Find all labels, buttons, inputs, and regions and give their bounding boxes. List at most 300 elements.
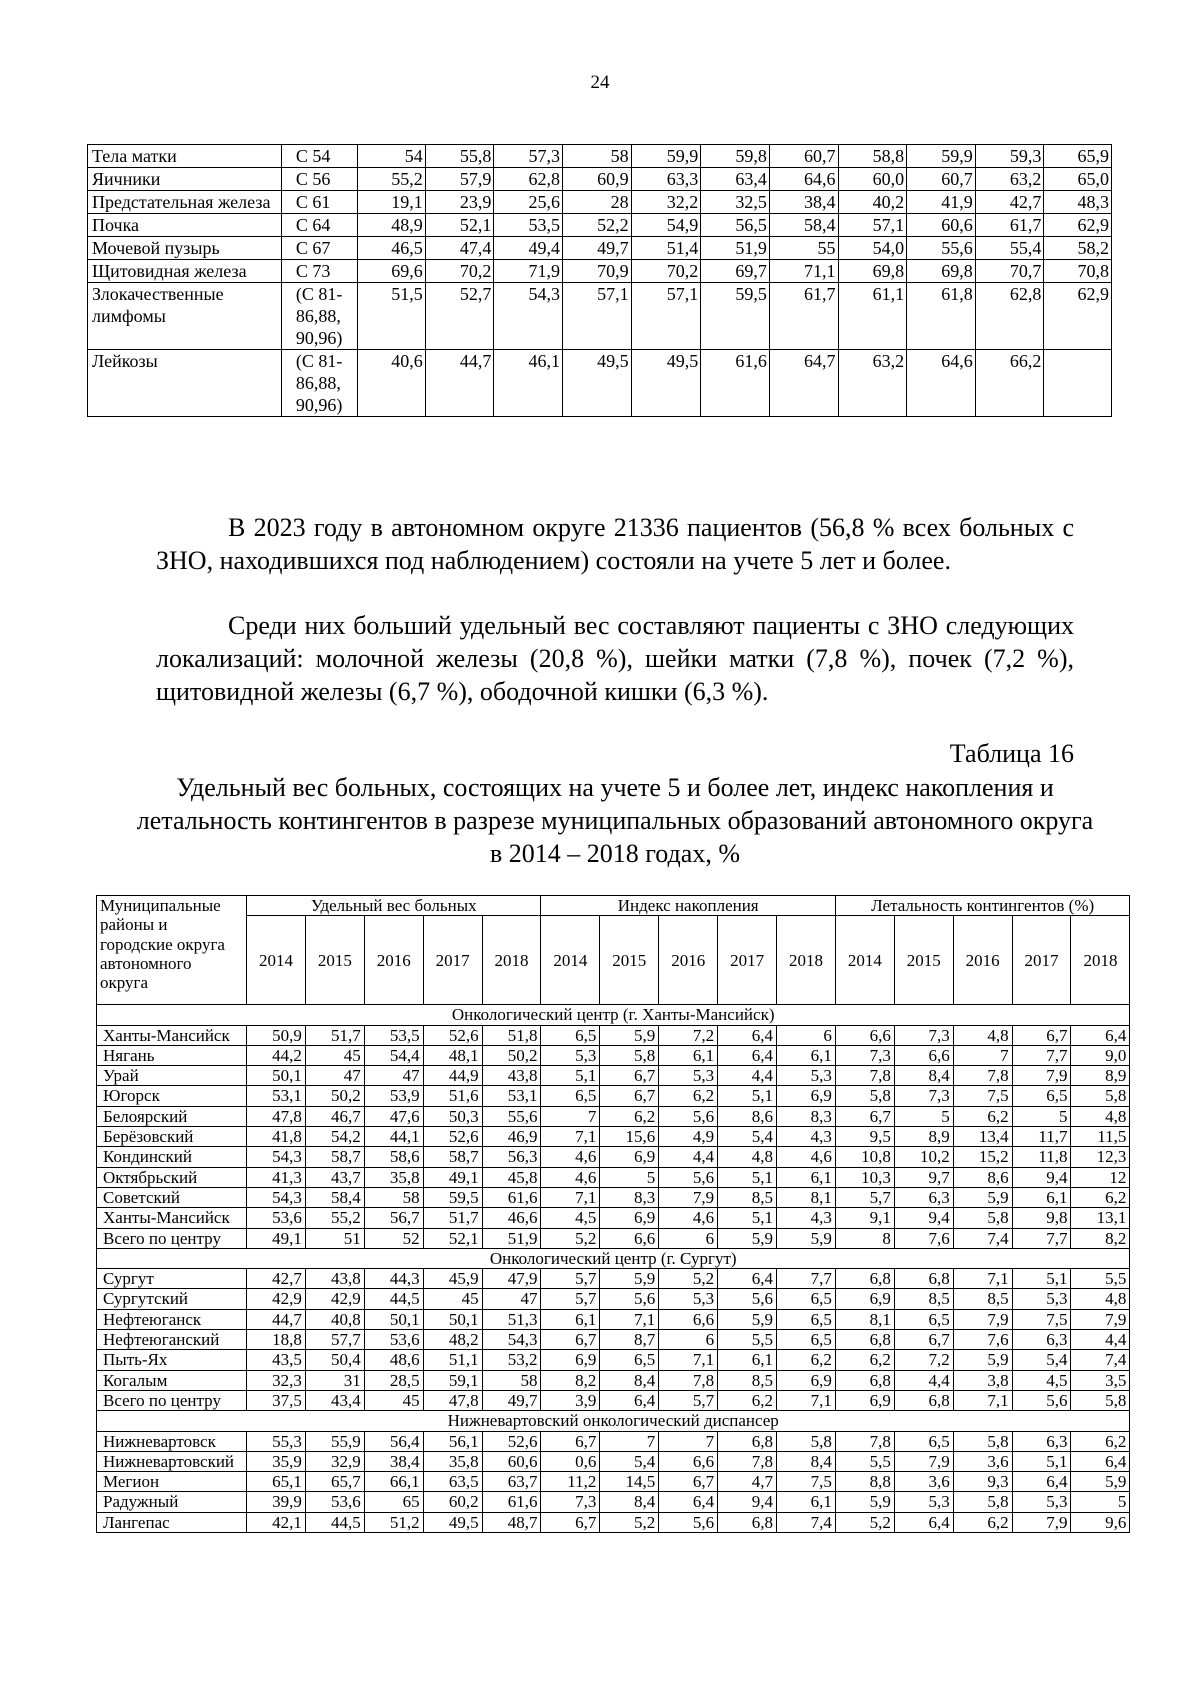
table-cell: 7,7: [1012, 1228, 1071, 1248]
municipality-name: Советский: [97, 1187, 247, 1207]
table-cell: 58,6: [364, 1147, 423, 1167]
icd-code: (С 81-86,88, 90,96): [281, 283, 357, 350]
table-cell: 6,6: [659, 1309, 718, 1329]
table-cell: 8,9: [894, 1127, 953, 1147]
table-cell: [1044, 350, 1112, 417]
year-header: 2018: [777, 916, 836, 1005]
table-cell: 32,9: [305, 1451, 364, 1471]
table-cell: 5,6: [659, 1167, 718, 1187]
table-cell: 23,9: [425, 191, 494, 214]
table-cell: 42,9: [305, 1289, 364, 1309]
icd-code: С 64: [281, 214, 357, 237]
table-cell: 50,3: [423, 1106, 482, 1126]
table-cell: 56,3: [482, 1147, 541, 1167]
table-cell: 6,9: [600, 1208, 659, 1228]
table-cell: 11,7: [1012, 1127, 1071, 1147]
table-cell: 6,3: [1012, 1431, 1071, 1451]
table-cell: 5,9: [718, 1309, 777, 1329]
table-cell: 9,8: [1012, 1208, 1071, 1228]
table-cell: 48,1: [423, 1045, 482, 1065]
table-cell: 7,9: [1012, 1066, 1071, 1086]
table-cell: 7,9: [1012, 1512, 1071, 1532]
table-cell: 14,5: [600, 1472, 659, 1492]
table-cell: 51,1: [423, 1350, 482, 1370]
table-cell: 60,7: [907, 168, 976, 191]
table-cell: 4,3: [777, 1208, 836, 1228]
table-cell: 45,8: [482, 1167, 541, 1187]
table-cell: 57,9: [425, 168, 494, 191]
table-cell: 5,6: [659, 1512, 718, 1532]
table-cell: 9,3: [953, 1472, 1012, 1492]
year-header: 2016: [953, 916, 1012, 1005]
table-cell: 35,8: [423, 1451, 482, 1471]
table-cell: 49,7: [482, 1390, 541, 1410]
table-cell: 58,2: [1044, 237, 1112, 260]
table-cell: 52,6: [423, 1025, 482, 1045]
table-cell: 19,1: [358, 191, 426, 214]
icd-code: С 56: [281, 168, 357, 191]
table-cell: 48,6: [364, 1350, 423, 1370]
table-cell: 4,8: [718, 1147, 777, 1167]
table-cell: 57,1: [562, 283, 631, 350]
table-cell: 5,6: [600, 1289, 659, 1309]
table-cell: 5,5: [835, 1451, 894, 1471]
table-cell: 39,9: [247, 1492, 306, 1512]
table-cell: 50,2: [305, 1086, 364, 1106]
section-title: Онкологический центр (г. Ханты-Мансийск): [97, 1005, 1130, 1025]
table-cell: 57,7: [305, 1330, 364, 1350]
table-cell: 4,9: [659, 1127, 718, 1147]
table-cell: 7,1: [541, 1127, 600, 1147]
table-cell: 38,4: [364, 1451, 423, 1471]
table-cell: 6,2: [659, 1086, 718, 1106]
table-cell: 5,6: [718, 1289, 777, 1309]
table-cell: 45: [305, 1045, 364, 1065]
table-cell: 70,2: [631, 260, 701, 283]
table-cell: 42,9: [247, 1289, 306, 1309]
table-cell: 7,6: [894, 1228, 953, 1248]
table-cell: 49,5: [631, 350, 701, 417]
table-cell: 5,1: [541, 1066, 600, 1086]
municipality-name: Кондинский: [97, 1147, 247, 1167]
table-cell: 4,6: [777, 1147, 836, 1167]
table-row: [97, 1045, 1130, 1065]
table1-row: [88, 145, 1112, 168]
table-cell: 8,4: [894, 1066, 953, 1086]
table-cell: 56,5: [701, 214, 770, 237]
table-cell: 50,4: [305, 1350, 364, 1370]
table-cell: 6,5: [777, 1330, 836, 1350]
table-cell: 7,2: [659, 1025, 718, 1045]
table-cell: 5: [1071, 1492, 1130, 1512]
table-cell: 5,1: [718, 1086, 777, 1106]
table-cell: 12,3: [1071, 1147, 1130, 1167]
table-cell: 13,1: [1071, 1208, 1130, 1228]
table-cell: 40,6: [358, 350, 426, 417]
year-header: 2015: [894, 916, 953, 1005]
table-cell: 6,4: [894, 1512, 953, 1532]
municipality-name: Нефтеюганский: [97, 1330, 247, 1350]
table-cell: 3,6: [953, 1451, 1012, 1471]
table-cell: 6,1: [1012, 1187, 1071, 1207]
table-cell: 49,1: [423, 1167, 482, 1187]
table-cell: 50,1: [364, 1309, 423, 1329]
table-cell: 6,2: [600, 1106, 659, 1126]
table-cell: 5,4: [1012, 1350, 1071, 1370]
section-row: [97, 1005, 1130, 1025]
table-cell: 5,6: [1012, 1390, 1071, 1410]
row-name: Яичники: [88, 168, 282, 191]
table-cell: 6,9: [835, 1390, 894, 1410]
table-cell: 69,6: [358, 260, 426, 283]
table-cell: 3,5: [1071, 1370, 1130, 1390]
table-cell: 6,5: [541, 1086, 600, 1106]
table-cell: 47: [364, 1066, 423, 1086]
table-cell: 63,5: [423, 1472, 482, 1492]
table-cell: 65,0: [1044, 168, 1112, 191]
table-cell: 15,6: [600, 1127, 659, 1147]
table-cell: 57,3: [494, 145, 563, 168]
table-cell: 61,6: [482, 1492, 541, 1512]
table-cell: 6,5: [894, 1309, 953, 1329]
table-cell: 8,9: [1071, 1066, 1130, 1086]
table-cell: 3,8: [953, 1370, 1012, 1390]
paragraph-localizations: Среди них больший удельный вес составляют пациенты с ЗНО следующих локализаций: молочной железы (20,8 %), шейки матки (7,8 %), почек (7,2 %), щитовидной железы (6,7 %), ободочной кишки (6,3 %).: [156, 611, 1074, 706]
table-cell: 55,3: [247, 1431, 306, 1451]
table-cell: 9,4: [718, 1492, 777, 1512]
table-cell: 7,6: [953, 1330, 1012, 1350]
table-cell: 5,9: [953, 1350, 1012, 1370]
table-cell: 58,4: [769, 214, 838, 237]
table-cell: 7,8: [659, 1370, 718, 1390]
table-cell: 32,2: [631, 191, 701, 214]
table-cell: 55,8: [425, 145, 494, 168]
table-cell: 43,8: [305, 1269, 364, 1289]
table-cell: 57,1: [838, 214, 907, 237]
table-cell: 8,4: [600, 1370, 659, 1390]
table-cell: 7,1: [777, 1390, 836, 1410]
table-cell: 44,5: [364, 1289, 423, 1309]
table-cell: 49,5: [423, 1512, 482, 1532]
table-cell: 44,5: [305, 1512, 364, 1532]
table-cell: 61,7: [975, 214, 1044, 237]
table-cell: 8,5: [953, 1289, 1012, 1309]
table-cell: 56,4: [364, 1431, 423, 1451]
table-cell: 58,7: [423, 1147, 482, 1167]
table-cell: 6,7: [894, 1330, 953, 1350]
year-header: 2018: [482, 916, 541, 1005]
municipality-name: Лангепас: [97, 1512, 247, 1532]
table-cell: 6,5: [1012, 1086, 1071, 1106]
municipality-name: Нефтеюганск: [97, 1309, 247, 1329]
table-cell: 6,1: [718, 1350, 777, 1370]
table-cell: 52,6: [482, 1431, 541, 1451]
table-cell: 7,9: [894, 1451, 953, 1471]
table-cell: 43,4: [305, 1390, 364, 1410]
year-header: 2017: [1012, 916, 1071, 1005]
table-cell: 5,4: [600, 1451, 659, 1471]
table-cell: 62,9: [1044, 214, 1112, 237]
table-cell: 15,2: [953, 1147, 1012, 1167]
table-cell: 47: [305, 1066, 364, 1086]
table-cell: 61,1: [838, 283, 907, 350]
table-cell: 25,6: [494, 191, 563, 214]
table-cell: 65,9: [1044, 145, 1112, 168]
table-cell: 7,1: [541, 1187, 600, 1207]
table-cell: 8,2: [1071, 1228, 1130, 1248]
table-cell: 11,8: [1012, 1147, 1071, 1167]
table-cell: 12: [1071, 1167, 1130, 1187]
table-cell: 54,2: [305, 1127, 364, 1147]
table-cell: 55,6: [482, 1106, 541, 1126]
table-cell: 46,6: [482, 1208, 541, 1228]
table-cell: 54,0: [838, 237, 907, 260]
table-cell: 42,1: [247, 1512, 306, 1532]
table-cell: 51,8: [482, 1025, 541, 1045]
table-cell: 7,8: [953, 1066, 1012, 1086]
municipality-name: Мегион: [97, 1472, 247, 1492]
table-cell: 50,1: [423, 1309, 482, 1329]
table-cell: 6,5: [777, 1289, 836, 1309]
table-cell: 6,3: [894, 1187, 953, 1207]
municipality-name: Всего по центру: [97, 1228, 247, 1248]
table-cell: 31: [305, 1370, 364, 1390]
table-cell: 7,7: [1012, 1045, 1071, 1065]
table-cell: 53,5: [494, 214, 563, 237]
table-cell: 64,6: [907, 350, 976, 417]
table-cell: 69,7: [701, 260, 770, 283]
table-cell: 11,2: [541, 1472, 600, 1492]
table1-row: [88, 283, 1112, 350]
table-cell: 58,8: [838, 145, 907, 168]
table-cell: 4,7: [718, 1472, 777, 1492]
survival-table-continued: [87, 144, 1112, 417]
table-cell: 59,5: [423, 1187, 482, 1207]
table-cell: 7,4: [953, 1228, 1012, 1248]
table-cell: 45: [364, 1390, 423, 1410]
table-cell: 8,6: [953, 1167, 1012, 1187]
table-cell: 52,2: [562, 214, 631, 237]
table-cell: 4,4: [659, 1147, 718, 1167]
table-cell: 55: [769, 237, 838, 260]
table-cell: 6: [659, 1228, 718, 1248]
table1-row: [88, 260, 1112, 283]
table-cell: 7,2: [894, 1350, 953, 1370]
table-cell: 7,7: [777, 1269, 836, 1289]
table-cell: 5,2: [541, 1228, 600, 1248]
municipality-name: Урай: [97, 1066, 247, 1086]
table-cell: 37,5: [247, 1390, 306, 1410]
section-row: [97, 1248, 1130, 1268]
table-cell: 8,1: [777, 1187, 836, 1207]
table-cell: 8,4: [777, 1451, 836, 1471]
icd-code: С 61: [281, 191, 357, 214]
table-cell: 5,3: [777, 1066, 836, 1086]
table-cell: 58: [364, 1187, 423, 1207]
table-cell: 44,2: [247, 1045, 306, 1065]
table-cell: 28,5: [364, 1370, 423, 1390]
table-cell: 53,1: [482, 1086, 541, 1106]
table-cell: 56,7: [364, 1208, 423, 1228]
table-cell: 5,3: [659, 1289, 718, 1309]
table-cell: 6,2: [777, 1350, 836, 1370]
municipality-name: Нягань: [97, 1045, 247, 1065]
table-cell: 6,7: [600, 1086, 659, 1106]
table-cell: 4,4: [894, 1370, 953, 1390]
table-cell: 8,7: [600, 1330, 659, 1350]
table-cell: 5,6: [659, 1106, 718, 1126]
table1-row: [88, 350, 1112, 417]
table-cell: 53,2: [482, 1350, 541, 1370]
table-row: [97, 1147, 1130, 1167]
table-cell: 6,7: [541, 1512, 600, 1532]
table-cell: 54,3: [247, 1147, 306, 1167]
table-cell: 7,8: [835, 1431, 894, 1451]
table-cell: 54,3: [247, 1187, 306, 1207]
table-cell: 46,9: [482, 1127, 541, 1147]
table-cell: 7: [541, 1106, 600, 1126]
table-cell: 40,2: [838, 191, 907, 214]
table-cell: 7,1: [953, 1390, 1012, 1410]
table-cell: 6,4: [718, 1025, 777, 1045]
table-cell: 66,2: [975, 350, 1044, 417]
table-cell: 54: [358, 145, 426, 168]
year-header: 2014: [541, 916, 600, 1005]
table-cell: 61,8: [907, 283, 976, 350]
table-cell: 6,9: [777, 1086, 836, 1106]
table-cell: 35,9: [247, 1451, 306, 1471]
table-cell: 6,7: [1012, 1025, 1071, 1045]
table-cell: 4,8: [1071, 1289, 1130, 1309]
table-row: [97, 1167, 1130, 1187]
table-cell: 51,3: [482, 1309, 541, 1329]
table-cell: 7,4: [1071, 1350, 1130, 1370]
table-cell: 6,1: [777, 1167, 836, 1187]
table-cell: 60,6: [907, 214, 976, 237]
corner-header: Муниципальные районы и городские округа автономного округа: [97, 896, 247, 1005]
table-cell: 65: [364, 1492, 423, 1512]
table-cell: 5,8: [953, 1431, 1012, 1451]
table-cell: 5,8: [953, 1208, 1012, 1228]
table-row: [97, 1025, 1130, 1045]
table-cell: 6,7: [541, 1330, 600, 1350]
table-cell: 5,2: [659, 1269, 718, 1289]
table-cell: 7: [659, 1431, 718, 1451]
table-cell: 62,8: [975, 283, 1044, 350]
year-header: 2017: [423, 916, 482, 1005]
table-cell: 7,8: [718, 1451, 777, 1471]
table-cell: 59,3: [975, 145, 1044, 168]
icd-code: С 73: [281, 260, 357, 283]
table-cell: 5,3: [894, 1492, 953, 1512]
table-cell: 64,7: [769, 350, 838, 417]
table-cell: 70,2: [425, 260, 494, 283]
municipality-name: Когалым: [97, 1370, 247, 1390]
table-cell: 8,4: [600, 1492, 659, 1512]
table-cell: 6,8: [718, 1512, 777, 1532]
table-cell: 51,2: [364, 1512, 423, 1532]
municipality-name: Югорск: [97, 1086, 247, 1106]
table-cell: 58: [482, 1370, 541, 1390]
table-cell: 5,7: [659, 1390, 718, 1410]
table-cell: 6,6: [894, 1045, 953, 1065]
table-cell: 4,3: [777, 1127, 836, 1147]
table-cell: 48,7: [482, 1512, 541, 1532]
table-cell: 4,6: [659, 1208, 718, 1228]
municipality-name: Ханты-Мансийск: [97, 1025, 247, 1045]
table-cell: 54,3: [494, 283, 563, 350]
table-cell: 43,7: [305, 1167, 364, 1187]
table-cell: 60,2: [423, 1492, 482, 1512]
table-cell: 60,6: [482, 1451, 541, 1471]
table-cell: 6,2: [953, 1512, 1012, 1532]
table-cell: 6,8: [835, 1330, 894, 1350]
table-cell: 32,3: [247, 1370, 306, 1390]
table-cell: 62,9: [1044, 283, 1112, 350]
year-header: 2016: [364, 916, 423, 1005]
table-cell: 51,4: [631, 237, 701, 260]
table-row: [97, 1431, 1130, 1451]
table-cell: 6,1: [541, 1309, 600, 1329]
row-name: Предстательная железа: [88, 191, 282, 214]
table-cell: 6,2: [1071, 1431, 1130, 1451]
table-cell: 7,3: [835, 1045, 894, 1065]
table-cell: 60,7: [769, 145, 838, 168]
table-cell: 41,8: [247, 1127, 306, 1147]
table-cell: 47,4: [425, 237, 494, 260]
table-cell: 54,4: [364, 1045, 423, 1065]
table-cell: 6,4: [1071, 1025, 1130, 1045]
table-cell: 69,8: [838, 260, 907, 283]
table-cell: 41,9: [907, 191, 976, 214]
row-name: Злокачественные лимфомы: [88, 283, 282, 350]
table-cell: 65,7: [305, 1472, 364, 1492]
table-cell: 48,9: [358, 214, 426, 237]
table-cell: 6,5: [777, 1309, 836, 1329]
row-name: Тела матки: [88, 145, 282, 168]
table-cell: 6,8: [718, 1431, 777, 1451]
table-cell: 38,4: [769, 191, 838, 214]
table-cell: 53,6: [364, 1330, 423, 1350]
table-cell: 5,9: [718, 1228, 777, 1248]
table-cell: 4,4: [1071, 1330, 1130, 1350]
table-cell: 6,7: [600, 1066, 659, 1086]
table-cell: 8,5: [718, 1187, 777, 1207]
table-row: [97, 1330, 1130, 1350]
table-cell: 5,8: [1071, 1390, 1130, 1410]
table-cell: 41,3: [247, 1167, 306, 1187]
table-cell: 8,5: [894, 1289, 953, 1309]
table-cell: 5,7: [835, 1187, 894, 1207]
table-cell: 52,7: [425, 283, 494, 350]
table-cell: 5,3: [1012, 1492, 1071, 1512]
table-row: [97, 1127, 1130, 1147]
table-cell: 6,2: [718, 1390, 777, 1410]
table-row: [97, 1289, 1130, 1309]
table-cell: 65,1: [247, 1472, 306, 1492]
table-cell: 51: [305, 1228, 364, 1248]
table-cell: 6: [659, 1330, 718, 1350]
table-cell: 8,5: [718, 1370, 777, 1390]
table-cell: 6,7: [835, 1106, 894, 1126]
table-cell: 6,4: [600, 1390, 659, 1410]
table-cell: 10,8: [835, 1147, 894, 1167]
table-cell: 47,6: [364, 1106, 423, 1126]
table-cell: 53,9: [364, 1086, 423, 1106]
table-cell: 6,8: [835, 1269, 894, 1289]
table-cell: 6,1: [659, 1045, 718, 1065]
table-cell: 7,5: [777, 1472, 836, 1492]
